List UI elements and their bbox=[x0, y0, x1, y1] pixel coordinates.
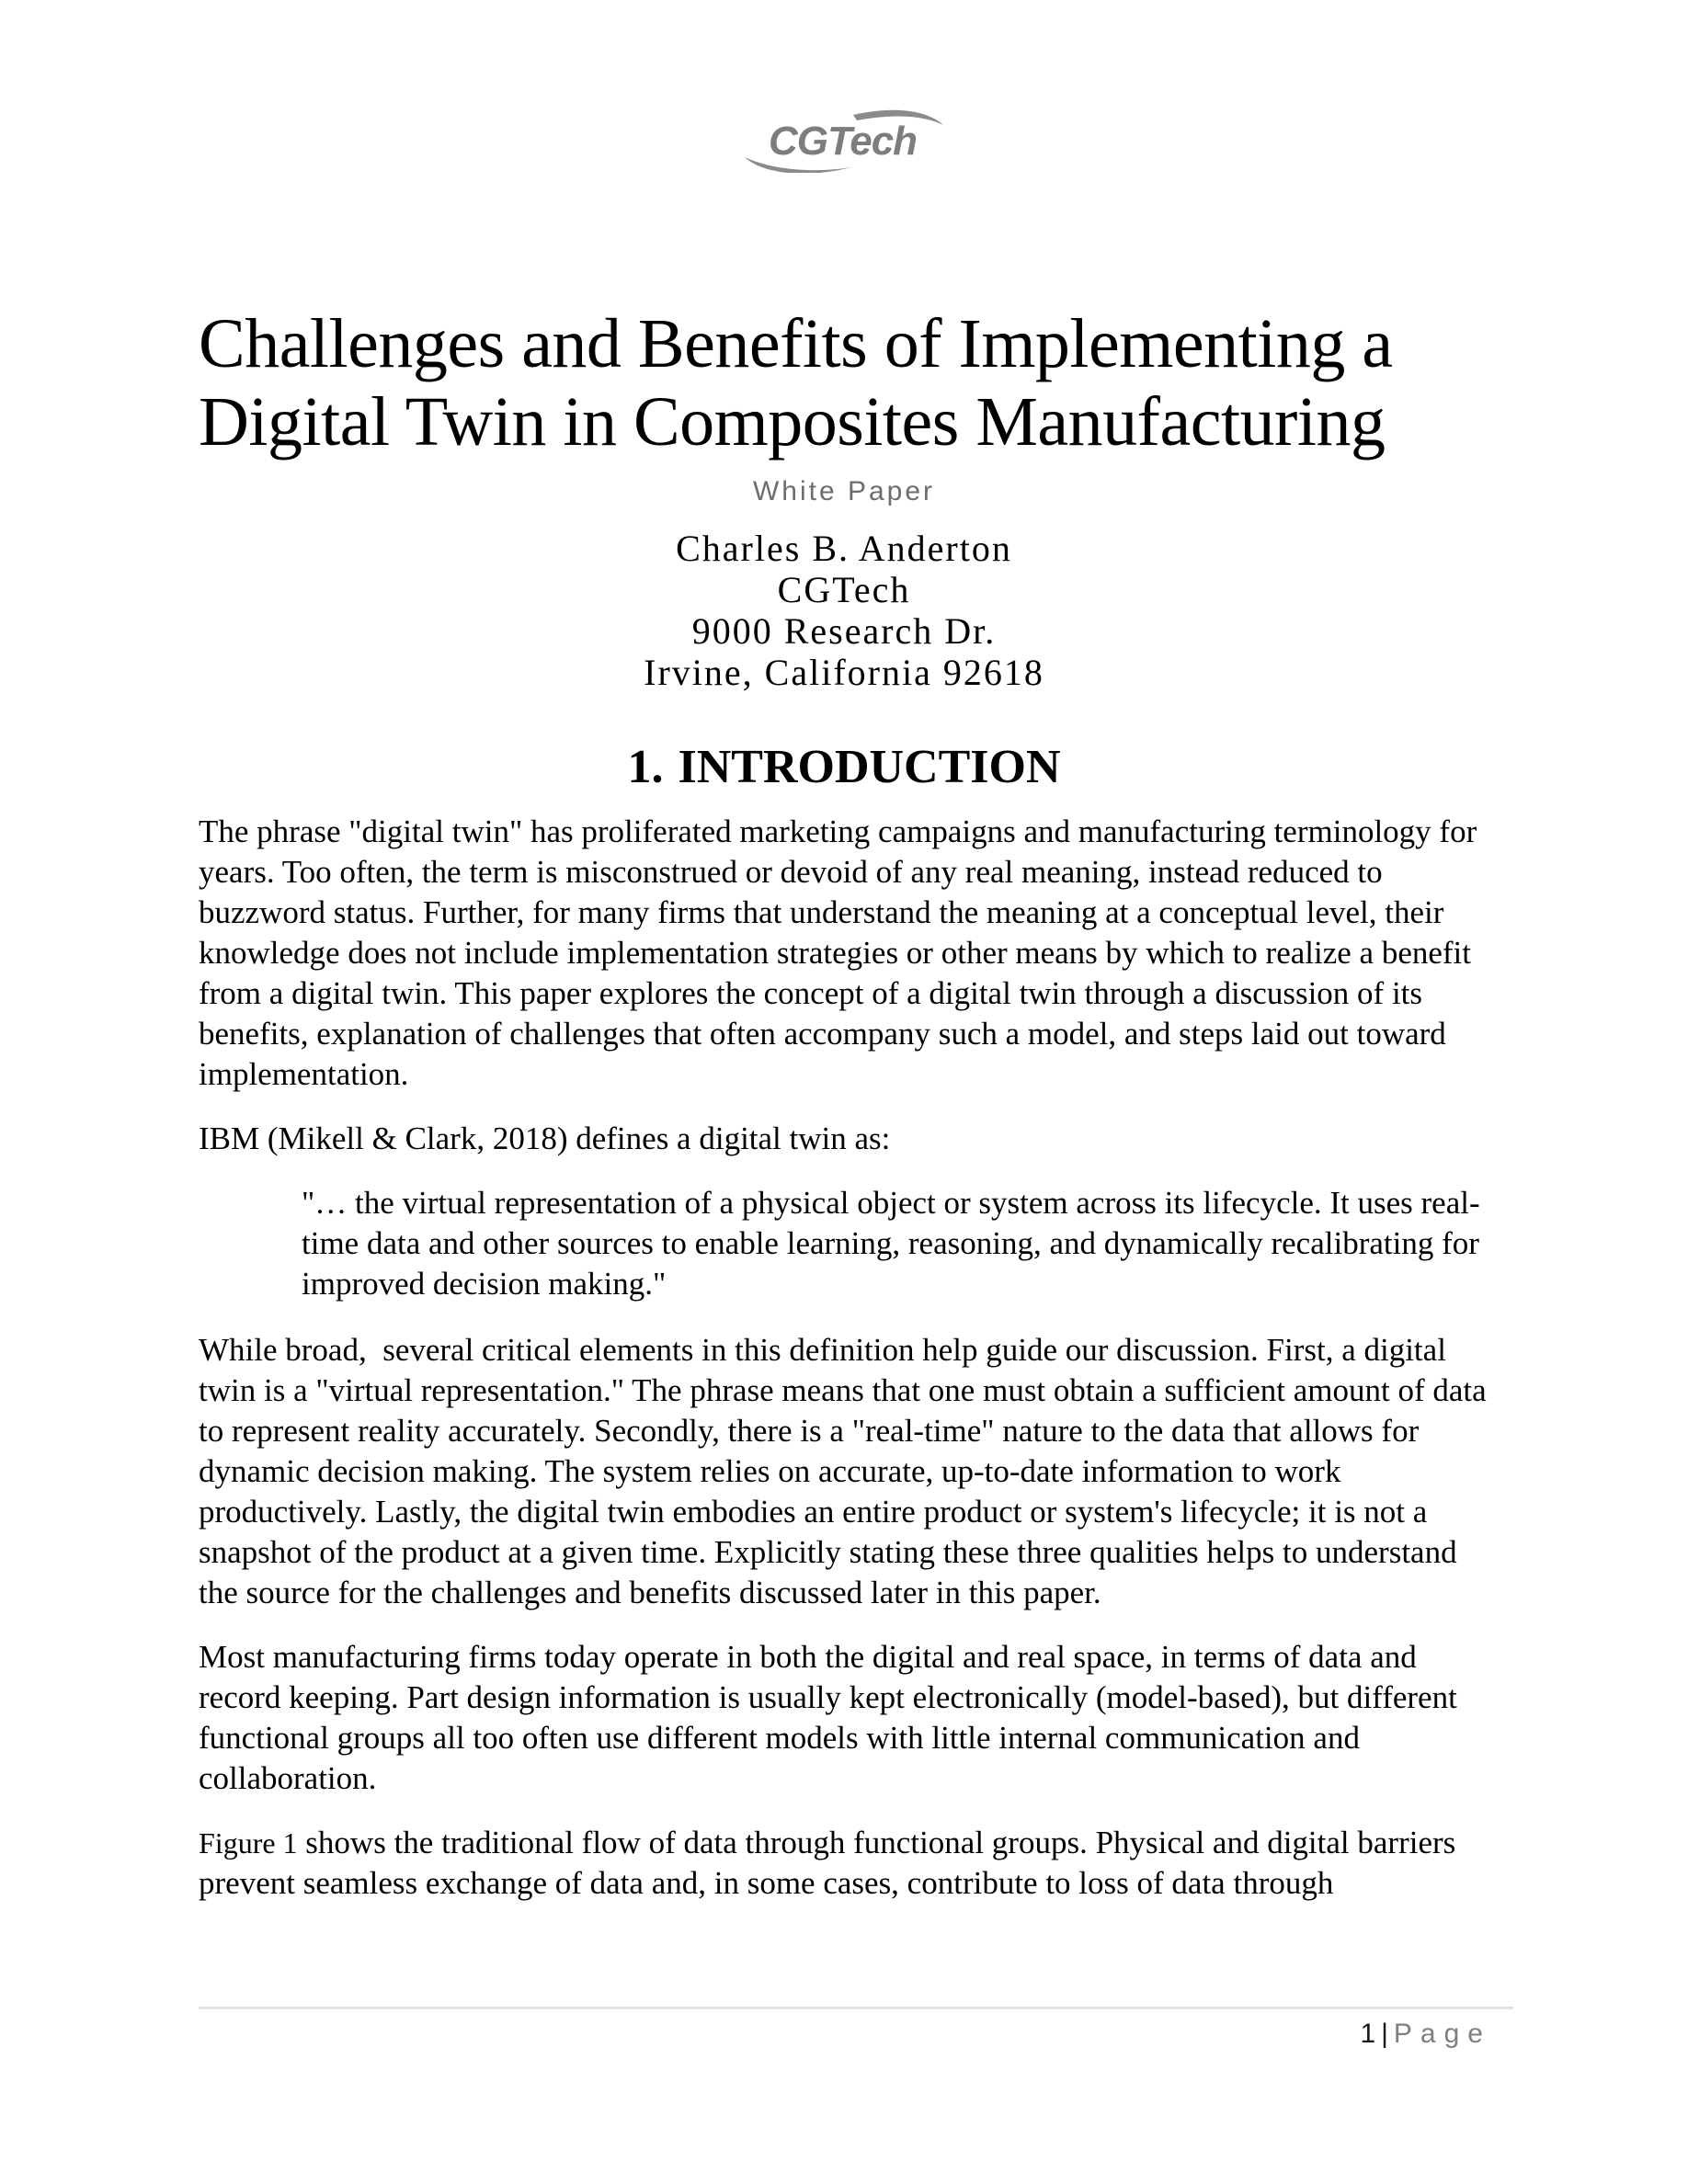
author-company: CGTech bbox=[777, 569, 911, 611]
section-heading-introduction bbox=[199, 741, 1489, 793]
footer-page-label: Page bbox=[1393, 2019, 1491, 2049]
paragraph-figure1-text: shows the traditional flow of data through functional groups. Physical and digital barriers prevent seamless exchange of data and, in some cases, contribute to loss of data through bbox=[199, 1825, 1465, 1902]
author-city: Irvine, California 92618 bbox=[644, 652, 1044, 694]
footer-divider bbox=[199, 2007, 1513, 2009]
section-number: 1. bbox=[627, 741, 664, 794]
paragraph-intro: The phrase "digital twin" has proliferated marketing campaigns and manufacturing terminology for years. Too often, the term is misconstrued or devoid of any real meaning, instead reduced to buzzword status. Further, for many firms that understand the meaning at a conceptual level, their knowledge does not include implementation strategies or other means by which to realize a benefit from a digital twin. This paper explores the concept of a digital twin through a discussion of its benefits, explanation of challenges that often accompany such a model, and steps laid out toward implementation. bbox=[199, 813, 1485, 1093]
logo-container bbox=[199, 0, 1489, 175]
footer-page-indicator bbox=[1360, 2019, 1491, 2050]
title-line-2: Digital Twin in Composites Manufacturing bbox=[199, 383, 1386, 461]
page-title bbox=[199, 305, 1489, 461]
body-copy bbox=[199, 812, 1495, 1904]
title-line-1: Challenges and Benefits of Implementing a bbox=[199, 305, 1393, 382]
paragraph-figure1-lead bbox=[199, 1823, 1489, 1904]
author-block bbox=[199, 528, 1489, 693]
paragraph-digital-real-space: Most manufacturing firms today operate in both the digital and real space, in terms of data and record keeping. Part design information is usually kept electronically (model-based), but different functional groups all too often use different models with little internal communication and collaboration. bbox=[199, 1639, 1466, 1797]
cgtech-logo-icon bbox=[743, 107, 945, 173]
paragraph-definition-elements: While broad, several critical elements in this definition help guide our discussion. First, a digital twin is a "virtual representation." The phrase means that one must obtain a sufficient amount of data to represent reality accurately. Secondly, there is a "real-time" nature to the data that allows for dynamic decision making. The system relies on accurate, up-to-date information to work productively. Lastly, the digital twin embodies an entire product or system's lifecycle; it is not a snapshot of the product at a given time. Explicitly stating these three qualities helps to understand the source for the challenges and benefits discussed later in this paper. bbox=[199, 1332, 1495, 1611]
author-name: Charles B. Anderton bbox=[676, 528, 1012, 570]
figure-1-crossref: Figure 1 bbox=[199, 1826, 298, 1860]
footer-separator: | bbox=[1381, 2019, 1388, 2049]
paragraph-ibm-definition-lead: IBM (Mikell & Clark, 2018) defines a digital twin as: bbox=[199, 1120, 891, 1157]
footer-page-number: 1 bbox=[1360, 2019, 1380, 2049]
blockquote-ibm-definition: "… the virtual representation of a physical object or system across its lifecycle. It uses real-time data and other sources to enable learning, reasoning, and dynamically recalibrating for improved decision making." bbox=[302, 1185, 1488, 1302]
cgtech-logo-text: CGTech bbox=[769, 119, 918, 164]
section-title: INTRODUCTION bbox=[678, 741, 1061, 794]
subtitle: White Paper bbox=[752, 476, 936, 507]
author-street: 9000 Research Dr. bbox=[691, 610, 997, 653]
